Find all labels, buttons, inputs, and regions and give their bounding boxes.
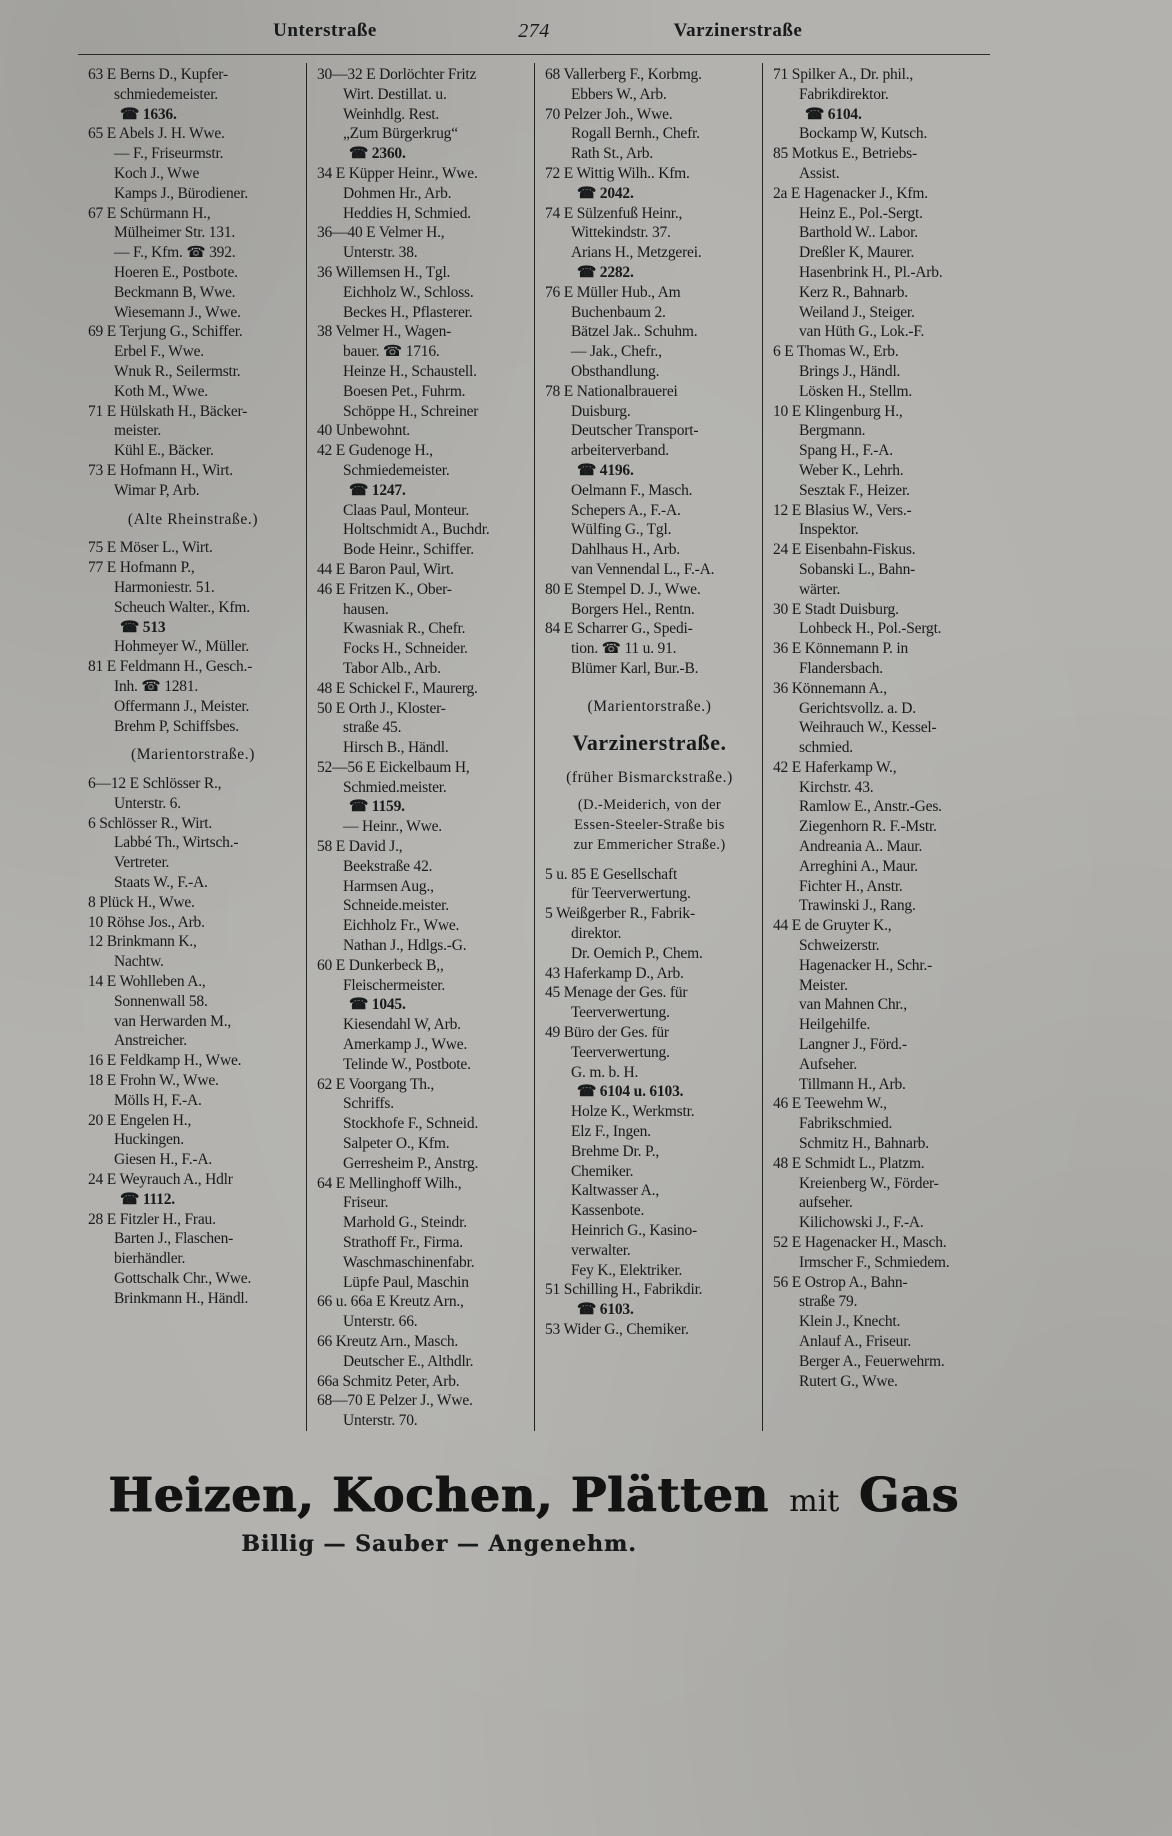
directory-line: Deutscher E., Althdlr. [343,1352,474,1370]
directory-line: 46 E Teewehm W., [773,1095,887,1113]
spacer [545,679,754,688]
directory-line: 46 E Fritzen K., Ober- [317,580,452,598]
telephone-number-line: ☎ 1247. [349,481,406,499]
directory-line: 68—70 E Pelzer J., Wwe. [317,1392,473,1410]
telephone-number-line: ☎ 513 [120,618,166,636]
directory-line: Offermann J., Meister. [114,697,250,715]
directory-line: Huckingen. [114,1131,184,1149]
directory-line: 6 Schlösser R., Wirt. [88,814,213,832]
directory-line: Schneide.meister. [343,897,449,915]
directory-line: Holze K., Werkmstr. [571,1103,695,1121]
directory-line: 40 Unbewohnt. [317,422,410,440]
cross-street-note: (früher Bismarckstraße.) [566,768,733,786]
spacer [545,717,754,726]
directory-line: schmied. [799,739,853,757]
directory-line: Wnuk R., Seilermstr. [114,362,241,380]
cross-street-note: (Alte Rheinstraße.) [127,510,259,528]
directory-line: Salpeter O., Kfm. [343,1135,450,1153]
directory-line: Amerkamp J., Wwe. [343,1036,468,1054]
ad-headline-heavy-text: Heizen, Kochen, Plätten [108,1468,770,1523]
directory-line: Obsthandlung. [571,362,660,380]
directory-line: Unterstr. 38. [343,244,418,262]
directory-line: 18 E Frohn W., Wwe. [88,1072,219,1090]
directory-line: 16 E Feldkamp H., Wwe. [88,1052,242,1070]
directory-line: Schöppe H., Schreiner [343,402,479,420]
page-number: 274 [518,20,550,42]
directory-line: 52 E Hagenacker H., Masch. [773,1234,947,1252]
directory-line: — Jak., Chefr., [571,343,662,361]
directory-line: Tabor Alb., Arb. [343,659,441,677]
directory-line: bierhändler. [114,1250,186,1268]
directory-line: Hagenacker H., Schr.- [799,956,933,974]
directory-line: Aufseher. [799,1055,858,1073]
directory-line: Heinze H., Schaustell. [343,362,477,380]
directory-line: 64 E Mellinghoff Wilh., [317,1174,462,1192]
directory-line: Kwasniak R., Chefr. [343,620,466,638]
directory-line: 70 Pelzer Joh., Wwe. [545,105,673,123]
directory-line: 6—12 E Schlösser R., [88,775,222,793]
directory-line: Barten J., Flaschen- [114,1230,234,1248]
directory-line: Fleischermeister. [343,976,446,994]
directory-line: Dohmen Hr., Arb. [343,184,452,202]
directory-line: 69 E Terjung G., Schiffer. [88,323,243,341]
directory-line: Gottschalk Chr., Wwe. [114,1270,252,1288]
directory-line: tion. ☎ 11 u. 91. [571,640,677,658]
directory-line: Hohmeyer W., Müller. [114,638,250,656]
directory-line: Harmoniestr. 51. [114,578,215,596]
directory-line: 30 E Stadt Duisburg. [773,600,899,618]
directory-line: 38 Velmer H., Wagen- [317,323,452,341]
directory-line: Sesztak F., Heizer. [799,481,910,499]
directory-line: 78 E Nationalbrauerei [545,382,678,400]
directory-line: Ramlow E., Anstr.-Ges. [799,798,942,816]
directory-line: Irmscher F., Schmiedem. [799,1253,950,1271]
directory-line: 53 Wider G., Chemiker. [545,1321,689,1339]
directory-line: Brehme Dr. P., [571,1142,660,1160]
telephone-number-line: ☎ 2042. [577,184,634,202]
directory-line: Elz F., Ingen. [571,1123,651,1141]
page-content [78,14,990,1431]
directory-line: 74 E Sülzenfuß Heinr., [545,204,683,222]
directory-line: schmiedemeister. [114,85,218,103]
directory-line: Waschmaschinenfabr. [343,1253,475,1271]
spacer [88,529,298,538]
directory-line: Beckes H., Pflasterer. [343,303,473,321]
directory-line: Lüpfe Paul, Maschin [343,1273,469,1291]
ad-headline-product-text: Gas [859,1468,960,1523]
directory-line: van Herwarden M., [114,1012,232,1030]
telephone-number-line: ☎ 6104 u. 6103. [577,1083,684,1101]
directory-line: van Vennendal L., F.-A. [571,560,715,578]
directory-line: Boesen Pet., Fuhrm. [343,382,466,400]
directory-line: 76 E Müller Hub., Am [545,283,681,301]
directory-line: Fabrikdirektor. [799,85,889,103]
directory-line: 43 Haferkamp D., Arb. [545,964,684,982]
directory-line: Strathoff Fr., Firma. [343,1234,463,1252]
directory-line: Scheuch Walter., Kfm. [114,598,250,616]
directory-line: van Hüth G., Lok.-F. [799,323,925,341]
directory-line: 34 E Küpper Heinr., Wwe. [317,164,478,182]
directory-line: Teerverwertung. [571,1043,670,1061]
directory-line: Flandersbach. [799,659,883,677]
directory-line: Heinrich G., Kasino- [571,1222,697,1240]
directory-line: Erbel F., Wwe. [114,343,204,361]
directory-line: verwalter. [571,1241,631,1259]
directory-line: 62 E Voorgang Th., [317,1075,435,1093]
spacer [545,856,754,865]
telephone-number-line: ☎ 4196. [577,461,634,479]
directory-line: Wirt. Destillat. u. [343,85,447,103]
directory-line: Buchenbaum 2. [571,303,666,321]
directory-line: Mülheimer Str. 131. [114,224,236,242]
directory-column-1 [78,63,306,1431]
directory-line: Koth M., Wwe. [114,382,208,400]
directory-line: 71 Spilker A., Dr. phil., [773,66,914,83]
directory-line: 84 E Scharrer G., Spedi- [545,620,693,638]
directory-line: 12 E Blasius W., Vers.- [773,501,912,519]
directory-line: Kiesendahl W, Arb. [343,1016,461,1034]
directory-line: 51 Schilling H., Fabrikdir. [545,1281,703,1299]
directory-line: Fabrikschmied. [799,1115,893,1133]
directory-line: Blümer Karl, Bur.-B. [571,659,699,677]
directory-line: Kühl E., Bäcker. [114,442,214,460]
directory-line: Wittekindstr. 37. [571,224,671,242]
telephone-number-line: ☎ 1112. [120,1190,175,1208]
directory-line: bauer. ☎ 1716. [343,343,440,361]
directory-line: straße 45. [343,719,402,737]
directory-line: Eichholz Fr., Wwe. [343,917,460,935]
directory-line: Rogall Bernh., Chefr. [571,125,700,143]
directory-line: Schriffs. [343,1095,394,1113]
directory-line: „Zum Bürgerkrug“ [343,125,458,143]
directory-line: 8 Plück H., Wwe. [88,893,195,911]
spacer [88,736,298,745]
directory-line: Claas Paul, Monteur. [343,501,470,519]
directory-line: Teerverwertung. [571,1004,670,1022]
directory-line: 42 E Gudenoge H., [317,442,433,460]
directory-line: 66 Kreutz Arn., Masch. [317,1333,459,1350]
directory-line: 24 E Eisenbahn-Fiskus. [773,541,916,559]
directory-line: — Heinr., Wwe. [343,818,442,836]
directory-line: 68 Vallerberg F., Korbmg. [545,66,702,83]
directory-line: Eichholz W., Schloss. [343,283,474,301]
spacer [88,501,298,510]
directory-line: Heinz E., Pol.-Sergt. [799,204,923,222]
directory-line: 72 E Wittig Wilh.. Kfm. [545,164,690,182]
spacer [545,759,754,768]
directory-line: aufseher. [799,1194,853,1212]
directory-line: 49 Büro der Ges. für [545,1024,669,1042]
spacer [88,765,298,774]
directory-line: Sobanski L., Bahn- [799,560,916,578]
directory-line: 24 E Weyrauch A., Hdlr [88,1171,233,1189]
directory-line: 66 u. 66a E Kreutz Arn., [317,1293,464,1311]
directory-line: 58 E David J., [317,838,403,856]
directory-line: — F., Kfm. ☎ 392. [114,244,236,262]
directory-line: 5 Weißgerber R., Fabrik- [545,905,695,923]
directory-line: 71 E Hülskath H., Bäcker- [88,402,248,420]
directory-line: Inh. ☎ 1281. [114,677,199,695]
directory-line: Brings J., Händl. [799,362,901,380]
directory-line: Dahlhaus H., Arb. [571,541,680,559]
directory-line: Kilichowski J., F.-A. [799,1214,924,1232]
directory-line: van Mahnen Chr., [799,996,907,1014]
directory-line: Klein J., Knecht. [799,1313,901,1331]
directory-line: 65 E Abels J. H. Wwe. [88,125,225,143]
directory-line: Dr. Oemich P., Chem. [571,944,703,962]
directory-line: Hoeren E., Postbote. [114,263,238,281]
directory-line: 2a E Hagenacker J., Kfm. [773,184,928,202]
directory-line: Trawinski J., Rang. [799,897,916,915]
directory-line: Weiland J., Steiger. [799,303,915,321]
directory-line: Ziegenhorn R. F.-Mstr. [799,818,937,836]
running-head [78,14,990,55]
directory-line: Sonnenwall 58. [114,992,208,1010]
cross-street-note: (Marientorstraße.) [587,697,712,715]
directory-line: Tillmann H., Arb. [799,1075,906,1093]
running-head-left-street: Unterstraße [273,20,377,41]
directory-line: direktor. [571,925,622,943]
street-location-note: zur Emmericher Straße.) [573,836,726,853]
directory-line: 75 E Möser L., Wirt. [88,539,213,557]
directory-line: Arreghini A., Maur. [799,857,918,875]
directory-line: Unterstr. 6. [114,794,181,812]
directory-line: Barthold W.. Labor. [799,224,918,242]
directory-line: Kassenbote. [571,1202,645,1220]
directory-line: arbeiterverband. [571,442,669,460]
directory-line: Kaltwasser A., [571,1182,660,1200]
directory-line: Wülfing G., Tgl. [571,521,672,539]
directory-line: Bode Heinr., Schiffer. [343,541,474,559]
directory-line: Borgers Hel., Rentn. [571,600,695,618]
directory-line: 85 Motkus E., Betriebs- [773,145,917,163]
directory-line: — F., Friseurmstr. [114,145,224,163]
directory-line: 67 E Schürmann H., [88,204,211,222]
directory-line: 48 E Schmidt L., Platzm. [773,1154,925,1172]
directory-line: Fichter H., Anstr. [799,877,903,895]
ad-headline [78,1468,990,1523]
directory-line: Berger A., Feuerwehrm. [799,1352,945,1370]
directory-line: Staats W., F.-A. [114,874,208,892]
directory-column-3 [534,63,762,1431]
telephone-number-line: ☎ 6103. [577,1301,634,1319]
directory-line: 45 Menage der Ges. für [545,984,688,1002]
telephone-number-line: ☎ 2282. [577,263,634,281]
directory-line: Wimar P, Arb. [114,481,200,499]
directory-line: 44 E de Gruyter K., [773,917,892,935]
street-location-note: (D.-Meiderich, von der [577,797,722,814]
directory-line: Ebbers W., Arb. [571,85,667,103]
spacer [545,787,754,796]
directory-line: 28 E Fitzler H., Frau. [88,1210,216,1228]
directory-line: Focks H., Schneider. [343,640,468,658]
directory-line: 36 Könnemann A., [773,679,887,697]
directory-line: Vertreter. [114,854,170,872]
directory-line: 10 E Klingenburg H., [773,402,903,420]
directory-line: Lösken H., Stellm. [799,382,913,400]
directory-line: Gerresheim P., Anstrg. [343,1154,479,1172]
directory-line: Kerz R., Bahnarb. [799,283,908,301]
directory-line: 36 Willemsen H., Tgl. [317,263,451,281]
directory-line: Stockhofe F., Schneid. [343,1115,479,1133]
directory-line: Oelmann F., Masch. [571,481,693,499]
directory-line: Langner J., Förd.- [799,1036,907,1054]
directory-line: Anstreicher. [114,1032,187,1050]
directory-line: Schmiedemeister. [343,461,450,479]
directory-line: Meister. [799,976,848,994]
street-location-note: Essen-Steeler-Straße bis [574,817,725,834]
directory-line: 42 E Haferkamp W., [773,758,897,776]
directory-line: Brinkmann H., Händl. [114,1289,249,1307]
directory-line: Schepers A., F.-A. [571,501,681,519]
directory-line: Anlauf A., Friseur. [799,1333,912,1350]
directory-line: G. m. b. H. [571,1063,639,1081]
directory-line: Giesen H., F.-A. [114,1151,213,1169]
directory-line: Brehm P, Schiffsbes. [114,717,239,735]
directory-line: Weinhdlg. Rest. [343,105,440,123]
ad-slogan: Billig — Sauber — Angenehm. [241,1531,637,1557]
directory-line: 44 E Baron Paul, Wirt. [317,560,454,578]
directory-line: 63 E Berns D., Kupfer- [88,66,228,83]
directory-line: Hasenbrink H., Pl.-Arb. [799,263,943,281]
street-heading: Varzinerstraße. [572,729,727,755]
directory-line: 66a Schmitz Peter, Arb. [317,1372,460,1390]
directory-line: wärter. [799,580,841,598]
directory-line: Kreienberg W., Förder- [799,1174,939,1192]
directory-line: 52—56 E Eickelbaum H, [317,758,470,776]
directory-line: 20 E Engelen H., [88,1111,192,1129]
directory-line: 36—40 E Velmer H., [317,224,445,242]
directory-line: Bätzel Jak.. Schuhm. [571,323,698,341]
directory-line: 56 E Ostrop A., Bahn- [773,1273,908,1291]
directory-line: 81 E Feldmann H., Gesch.- [88,658,253,676]
telephone-number-line: ☎ 2360. [349,145,406,163]
directory-line: Beckmann B, Wwe. [114,283,236,301]
directory-line: Lohbeck H., Pol.-Sergt. [799,620,942,638]
directory-line: Rutert G., Wwe. [799,1372,898,1390]
gas-advertisement [78,1468,990,1557]
directory-line: Nathan J., Hdlgs.-G. [343,937,467,955]
directory-line: Labbé Th., Wirtsch.- [114,834,239,852]
spacer [545,688,754,697]
directory-line: 48 E Schickel F., Maurerg. [317,679,478,697]
directory-line: Rath St., Arb. [571,145,654,163]
directory-line: Friseur. [343,1194,389,1212]
directory-line: 12 Brinkmann K., [88,933,197,951]
directory-line: Holtschmidt A., Buchdr. [343,521,490,539]
directory-line: Heilgehilfe. [799,1016,871,1034]
directory-line: 36 E Könnemann P. in [773,640,909,658]
directory-line: Koch J., Wwe [114,164,200,182]
directory-line: Hirsch B., Händl. [343,739,449,757]
directory-line: 80 E Stempel D. J., Wwe. [545,580,701,598]
directory-line: Marhold G., Steindr. [343,1214,467,1232]
directory-line: 60 E Dunkerbeck B,, [317,956,444,974]
directory-line: Bockamp W, Kutsch. [799,125,928,143]
directory-columns [78,63,990,1431]
telephone-number-line: ☎ 1045. [349,996,406,1014]
directory-line: Schmitz H., Bahnarb. [799,1135,929,1153]
directory-line: Harmsen Aug., [343,877,434,895]
directory-line: Unterstr. 66. [343,1313,418,1331]
directory-line: Duisburg. [571,402,631,420]
telephone-number-line: ☎ 1636. [120,105,177,123]
directory-line: Inspektor. [799,521,859,539]
directory-line: straße 79. [799,1293,858,1311]
directory-line: Weber K., Lehrh. [799,461,904,479]
directory-line: Gerichtsvollz. a. D. [799,699,916,717]
directory-line: Bergmann. [799,422,866,440]
directory-line: für Teerverwertung. [571,885,691,903]
directory-line: Spang H., F.-A. [799,442,893,460]
directory-line: 73 E Hofmann H., Wirt. [88,461,233,479]
ad-headline-connector-text: mit [789,1484,840,1519]
directory-line: Nachtw. [114,953,164,971]
directory-line: Mölls H, F.-A. [114,1091,202,1109]
telephone-number-line: ☎ 6104. [805,105,862,123]
directory-line: Telinde W., Postbote. [343,1055,471,1073]
directory-line: hausen. [343,600,389,618]
cross-street-note: (Marientorstraße.) [131,746,255,764]
directory-line: Chemiker. [571,1162,634,1180]
directory-line: Heddies H, Schmied. [343,204,471,222]
directory-line: Weihrauch W., Kessel- [799,719,937,737]
directory-line: 14 E Wohlleben A., [88,973,206,991]
directory-column-4 [762,63,990,1431]
directory-line: Beekstraße 42. [343,857,433,875]
directory-line: Unterstr. 70. [343,1412,418,1430]
directory-line: 30—32 E Dorlöchter Fritz [317,66,477,83]
directory-line: 50 E Orth J., Kloster- [317,699,446,717]
directory-line: meister. [114,422,162,440]
directory-line: Schweizerstr. [799,937,880,955]
directory-line: 10 Röhse Jos., Arb. [88,913,205,931]
directory-line: Kamps J., Bürodiener. [114,184,248,202]
directory-column-2 [306,63,534,1431]
directory-line: Arians H., Metzgerei. [571,244,702,262]
directory-line: Kirchstr. 43. [799,778,874,796]
directory-line: 6 E Thomas W., Erb. [773,343,899,361]
directory-line: Deutscher Transport- [571,422,699,440]
directory-line: Dreßler K, Maurer. [799,244,915,262]
telephone-number-line: ☎ 1159. [349,798,405,816]
directory-line: Fey K., Elektriker. [571,1261,683,1279]
directory-line: Wiesemann J., Wwe. [114,303,241,321]
directory-line: 77 E Hofmann P., [88,559,195,577]
directory-line: Schmied.meister. [343,778,447,796]
running-head-right-street: Varzinerstraße [673,20,803,41]
directory-line: Assist. [799,164,840,182]
directory-line: 5 u. 85 E Gesellschaft [545,865,678,883]
directory-line: Andreania A.. Maur. [799,838,923,856]
